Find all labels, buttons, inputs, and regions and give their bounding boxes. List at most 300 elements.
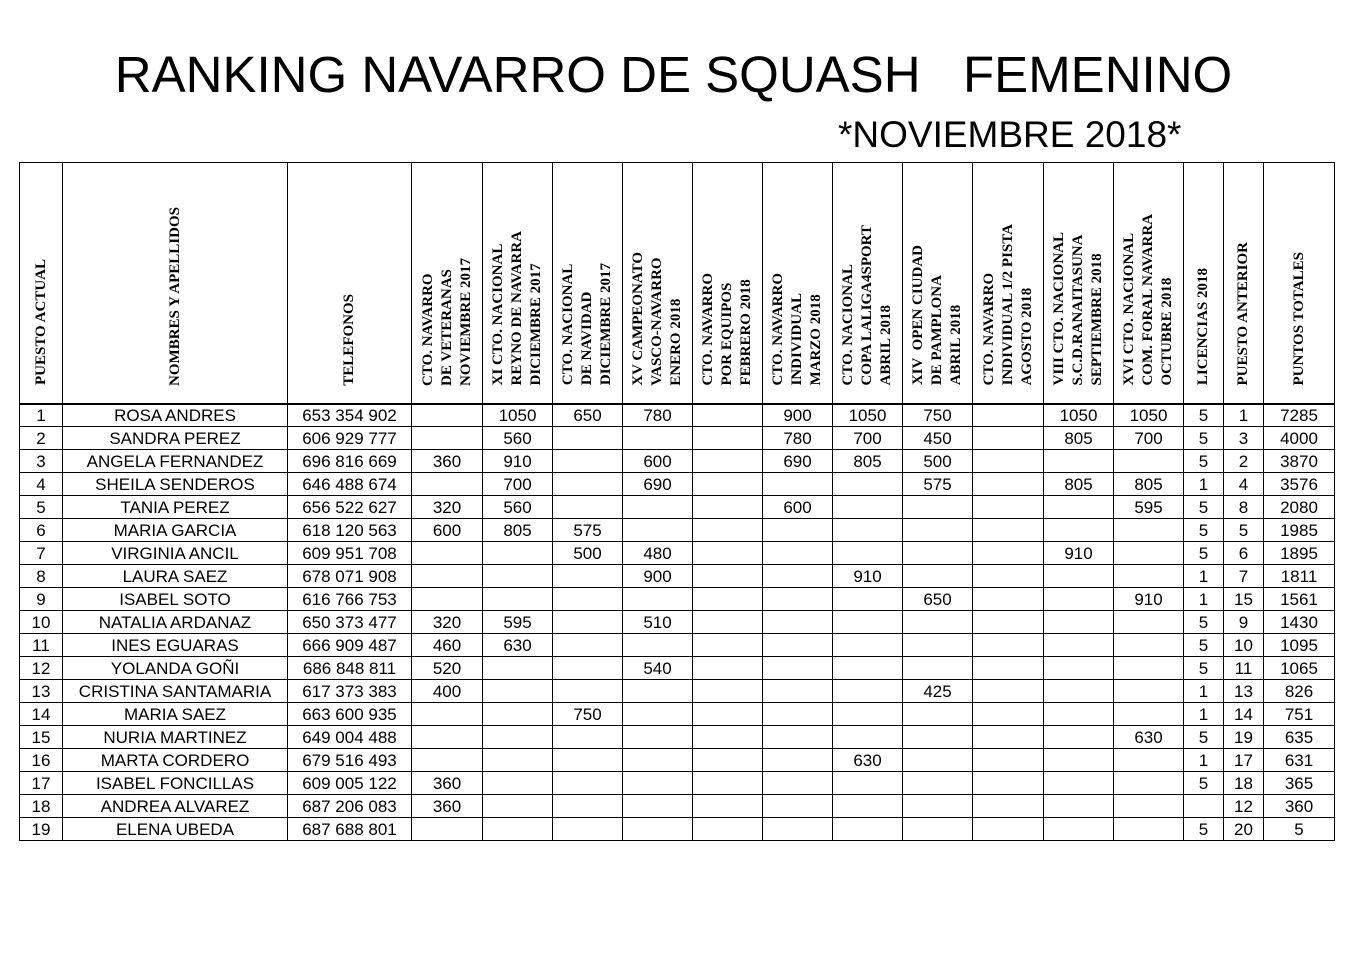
- cell-cto-nacional-navidad: [553, 450, 623, 473]
- cell-telefono: 646 488 674: [288, 473, 412, 496]
- cell-licencias: 5: [1184, 496, 1224, 519]
- cell-cto-nacional-com-foral: [1114, 611, 1184, 634]
- column-header-label: CTO. NAVARRO POR EQUIPOS FEBRERO 2018: [700, 272, 754, 386]
- cell-open-ciudad-pamplona: [903, 703, 973, 726]
- cell-cto-navarro-equipos: [693, 703, 763, 726]
- cell-puesto-actual: 3: [20, 450, 63, 473]
- cell-cto-nacional-navidad: [553, 588, 623, 611]
- cell-open-ciudad-pamplona: [903, 565, 973, 588]
- cell-cto-nacional-navidad: [553, 749, 623, 772]
- cell-campeonato-vasco-navarro: 900: [623, 565, 693, 588]
- cell-cto-navarro-veteranas: 400: [412, 680, 483, 703]
- column-header-label: PUNTOS TOTALES: [1290, 251, 1307, 386]
- table-row: [20, 427, 1335, 450]
- cell-nombre: INES EGUARAS: [63, 634, 288, 657]
- cell-cto-nacional-ranaitasuna: [1044, 818, 1114, 841]
- cell-cto-nacional-reyno-navarra: [483, 657, 553, 680]
- cell-nombre: ISABEL SOTO: [63, 588, 288, 611]
- cell-puesto-actual: 13: [20, 680, 63, 703]
- cell-cto-navarro-veteranas: 360: [412, 450, 483, 473]
- cell-puesto-anterior: 2: [1224, 450, 1264, 473]
- cell-cto-nacional-copa-laliga4sport: 805: [833, 450, 903, 473]
- cell-licencias: 1: [1184, 680, 1224, 703]
- cell-puesto-actual: 5: [20, 496, 63, 519]
- cell-cto-nacional-com-foral: [1114, 634, 1184, 657]
- cell-cto-nacional-ranaitasuna: [1044, 588, 1114, 611]
- cell-cto-nacional-com-foral: 805: [1114, 473, 1184, 496]
- cell-cto-nacional-com-foral: [1114, 680, 1184, 703]
- cell-open-ciudad-pamplona: 575: [903, 473, 973, 496]
- column-header-label: CTO. NACIONAL DE NAVIDAD DICIEMBRE 2017: [560, 263, 614, 386]
- cell-cto-nacional-ranaitasuna: [1044, 496, 1114, 519]
- cell-campeonato-vasco-navarro: [623, 749, 693, 772]
- column-header-label: LICENCIAS 2018: [1195, 268, 1211, 386]
- cell-cto-navarro-veteranas: [412, 404, 483, 427]
- column-header-open-ciudad-pamplona: [903, 163, 973, 404]
- cell-nombre: ANGELA FERNANDEZ: [63, 450, 288, 473]
- cell-cto-navarro-individual: 600: [763, 496, 833, 519]
- cell-nombre: SHEILA SENDEROS: [63, 473, 288, 496]
- cell-open-ciudad-pamplona: [903, 542, 973, 565]
- cell-cto-nacional-ranaitasuna: [1044, 703, 1114, 726]
- cell-licencias: 5: [1184, 726, 1224, 749]
- cell-puntos-totales: 3870: [1264, 450, 1335, 473]
- cell-licencias: 5: [1184, 404, 1224, 427]
- cell-cto-nacional-navidad: [553, 657, 623, 680]
- cell-puesto-actual: 9: [20, 588, 63, 611]
- cell-cto-navarro-media-pista: [973, 427, 1044, 450]
- cell-cto-nacional-com-foral: [1114, 657, 1184, 680]
- cell-cto-navarro-veteranas: 460: [412, 634, 483, 657]
- cell-cto-nacional-com-foral: 1050: [1114, 404, 1184, 427]
- cell-cto-nacional-ranaitasuna: 805: [1044, 427, 1114, 450]
- cell-cto-nacional-navidad: 575: [553, 519, 623, 542]
- cell-cto-nacional-navidad: [553, 680, 623, 703]
- cell-cto-nacional-reyno-navarra: 595: [483, 611, 553, 634]
- table-row: [20, 726, 1335, 749]
- cell-cto-nacional-navidad: [553, 795, 623, 818]
- cell-puesto-actual: 12: [20, 657, 63, 680]
- cell-cto-navarro-veteranas: 360: [412, 795, 483, 818]
- header-row: [20, 163, 1335, 404]
- cell-puesto-actual: 10: [20, 611, 63, 634]
- table-row: [20, 795, 1335, 818]
- cell-cto-nacional-ranaitasuna: [1044, 657, 1114, 680]
- cell-campeonato-vasco-navarro: [623, 427, 693, 450]
- cell-cto-nacional-reyno-navarra: 560: [483, 427, 553, 450]
- cell-cto-nacional-ranaitasuna: [1044, 450, 1114, 473]
- cell-cto-nacional-navidad: 500: [553, 542, 623, 565]
- table-body: [20, 404, 1335, 841]
- cell-cto-nacional-ranaitasuna: [1044, 749, 1114, 772]
- cell-cto-navarro-equipos: [693, 680, 763, 703]
- cell-cto-nacional-com-foral: [1114, 795, 1184, 818]
- table-header: [20, 163, 1335, 404]
- cell-cto-navarro-media-pista: [973, 450, 1044, 473]
- cell-cto-nacional-com-foral: [1114, 565, 1184, 588]
- cell-cto-navarro-individual: [763, 818, 833, 841]
- cell-nombre: MARIA GARCIA: [63, 519, 288, 542]
- column-header-label: VIII CTO. NACIONAL S.C.D.RANAITASUNA SEPTIEMBRE 2018: [1051, 231, 1105, 386]
- cell-open-ciudad-pamplona: 500: [903, 450, 973, 473]
- table-row: [20, 657, 1335, 680]
- cell-cto-nacional-copa-laliga4sport: [833, 473, 903, 496]
- cell-cto-nacional-reyno-navarra: [483, 680, 553, 703]
- table-row: [20, 749, 1335, 772]
- table-row: [20, 450, 1335, 473]
- cell-telefono: 656 522 627: [288, 496, 412, 519]
- cell-campeonato-vasco-navarro: 690: [623, 473, 693, 496]
- document-title: RANKING NAVARRO DE SQUASH FEMENINO: [114, 46, 1233, 103]
- cell-campeonato-vasco-navarro: [623, 726, 693, 749]
- cell-nombre: ANDREA ALVAREZ: [63, 795, 288, 818]
- cell-puesto-anterior: 5: [1224, 519, 1264, 542]
- cell-cto-navarro-media-pista: [973, 496, 1044, 519]
- cell-open-ciudad-pamplona: [903, 519, 973, 542]
- table-row: [20, 588, 1335, 611]
- cell-nombre: VIRGINIA ANCIL: [63, 542, 288, 565]
- column-header-label: CTO. NAVARRO INDIVIDUAL 1/2 PISTA AGOSTO 2018: [980, 224, 1035, 386]
- cell-cto-navarro-individual: [763, 703, 833, 726]
- cell-cto-nacional-ranaitasuna: [1044, 611, 1114, 634]
- cell-cto-nacional-copa-laliga4sport: [833, 795, 903, 818]
- cell-telefono: 650 373 477: [288, 611, 412, 634]
- cell-open-ciudad-pamplona: 425: [903, 680, 973, 703]
- cell-puesto-actual: 2: [20, 427, 63, 450]
- cell-campeonato-vasco-navarro: 480: [623, 542, 693, 565]
- cell-licencias: 1: [1184, 565, 1224, 588]
- cell-puesto-actual: 1: [20, 404, 63, 427]
- cell-cto-navarro-equipos: [693, 542, 763, 565]
- cell-cto-navarro-veteranas: [412, 473, 483, 496]
- cell-cto-navarro-veteranas: [412, 542, 483, 565]
- cell-cto-navarro-veteranas: [412, 726, 483, 749]
- cell-cto-navarro-equipos: [693, 473, 763, 496]
- cell-cto-nacional-com-foral: [1114, 703, 1184, 726]
- cell-campeonato-vasco-navarro: [623, 680, 693, 703]
- cell-cto-navarro-individual: [763, 565, 833, 588]
- cell-cto-nacional-ranaitasuna: [1044, 634, 1114, 657]
- cell-cto-navarro-equipos: [693, 496, 763, 519]
- cell-cto-nacional-ranaitasuna: [1044, 726, 1114, 749]
- cell-puntos-totales: 2080: [1264, 496, 1335, 519]
- cell-cto-navarro-equipos: [693, 726, 763, 749]
- cell-telefono: 679 516 493: [288, 749, 412, 772]
- cell-puesto-actual: 11: [20, 634, 63, 657]
- cell-nombre: SANDRA PEREZ: [63, 427, 288, 450]
- cell-nombre: YOLANDA GOÑI: [63, 657, 288, 680]
- cell-puntos-totales: 3576: [1264, 473, 1335, 496]
- cell-licencias: 1: [1184, 749, 1224, 772]
- cell-nombre: LAURA SAEZ: [63, 565, 288, 588]
- cell-cto-nacional-reyno-navarra: [483, 588, 553, 611]
- cell-cto-nacional-reyno-navarra: [483, 542, 553, 565]
- cell-cto-navarro-individual: [763, 772, 833, 795]
- cell-cto-nacional-navidad: [553, 565, 623, 588]
- cell-campeonato-vasco-navarro: 780: [623, 404, 693, 427]
- cell-telefono: 696 816 669: [288, 450, 412, 473]
- cell-nombre: ELENA UBEDA: [63, 818, 288, 841]
- cell-puesto-anterior: 4: [1224, 473, 1264, 496]
- column-header-nombre: [63, 163, 288, 404]
- cell-cto-navarro-media-pista: [973, 404, 1044, 427]
- cell-cto-nacional-com-foral: 630: [1114, 726, 1184, 749]
- cell-puesto-actual: 8: [20, 565, 63, 588]
- cell-campeonato-vasco-navarro: [623, 795, 693, 818]
- cell-cto-navarro-individual: [763, 473, 833, 496]
- cell-cto-nacional-copa-laliga4sport: [833, 703, 903, 726]
- cell-cto-nacional-ranaitasuna: [1044, 795, 1114, 818]
- cell-puesto-actual: 15: [20, 726, 63, 749]
- cell-telefono: 666 909 487: [288, 634, 412, 657]
- column-header-puesto-actual: [20, 163, 63, 404]
- cell-cto-navarro-individual: [763, 795, 833, 818]
- cell-puesto-anterior: 18: [1224, 772, 1264, 795]
- column-header-cto-nacional-reyno-navarra: [483, 163, 553, 404]
- cell-licencias: 1: [1184, 473, 1224, 496]
- cell-open-ciudad-pamplona: 750: [903, 404, 973, 427]
- cell-cto-nacional-reyno-navarra: 1050: [483, 404, 553, 427]
- cell-open-ciudad-pamplona: [903, 657, 973, 680]
- column-header-cto-nacional-com-foral: [1114, 163, 1184, 404]
- cell-puesto-anterior: 19: [1224, 726, 1264, 749]
- cell-cto-nacional-navidad: [553, 726, 623, 749]
- cell-licencias: 5: [1184, 611, 1224, 634]
- cell-nombre: ROSA ANDRES: [63, 404, 288, 427]
- cell-cto-nacional-copa-laliga4sport: [833, 588, 903, 611]
- table-row: [20, 680, 1335, 703]
- cell-licencias: 5: [1184, 519, 1224, 542]
- cell-licencias: 5: [1184, 634, 1224, 657]
- column-header-label: CTO. NACIONAL COPA LALIGA4SPORT ABRIL 2018: [840, 225, 894, 386]
- cell-cto-navarro-media-pista: [973, 611, 1044, 634]
- cell-cto-nacional-navidad: [553, 611, 623, 634]
- cell-open-ciudad-pamplona: [903, 634, 973, 657]
- cell-campeonato-vasco-navarro: [623, 772, 693, 795]
- cell-cto-navarro-individual: [763, 634, 833, 657]
- cell-cto-nacional-ranaitasuna: 805: [1044, 473, 1114, 496]
- column-header-label: NOMBRES Y APELLIDOS: [166, 206, 183, 386]
- cell-puntos-totales: 1811: [1264, 565, 1335, 588]
- cell-puesto-actual: 18: [20, 795, 63, 818]
- cell-puesto-actual: 4: [20, 473, 63, 496]
- cell-puntos-totales: 1895: [1264, 542, 1335, 565]
- cell-telefono: 687 688 801: [288, 818, 412, 841]
- cell-cto-nacional-navidad: [553, 772, 623, 795]
- cell-cto-nacional-com-foral: 700: [1114, 427, 1184, 450]
- cell-nombre: NURIA MARTINEZ: [63, 726, 288, 749]
- cell-cto-nacional-copa-laliga4sport: 630: [833, 749, 903, 772]
- cell-open-ciudad-pamplona: 650: [903, 588, 973, 611]
- cell-telefono: 617 373 383: [288, 680, 412, 703]
- column-header-cto-navarro-individual: [763, 163, 833, 404]
- cell-cto-navarro-veteranas: [412, 749, 483, 772]
- cell-telefono: 687 206 083: [288, 795, 412, 818]
- cell-puntos-totales: 7285: [1264, 404, 1335, 427]
- cell-cto-nacional-copa-laliga4sport: [833, 519, 903, 542]
- column-header-cto-navarro-equipos: [693, 163, 763, 404]
- cell-campeonato-vasco-navarro: [623, 588, 693, 611]
- cell-cto-nacional-ranaitasuna: [1044, 680, 1114, 703]
- cell-cto-nacional-copa-laliga4sport: [833, 657, 903, 680]
- cell-cto-navarro-individual: [763, 611, 833, 634]
- column-header-label: XIV OPEN CIUDAD DE PAMPLONA ABRIL 2018: [910, 245, 964, 386]
- column-header-telefono: [288, 163, 412, 404]
- table-row: [20, 565, 1335, 588]
- cell-cto-nacional-com-foral: [1114, 749, 1184, 772]
- cell-nombre: MARTA CORDERO: [63, 749, 288, 772]
- cell-puesto-anterior: 8: [1224, 496, 1264, 519]
- table-row: [20, 473, 1335, 496]
- cell-telefono: 606 929 777: [288, 427, 412, 450]
- cell-nombre: CRISTINA SANTAMARIA: [63, 680, 288, 703]
- cell-cto-navarro-veteranas: 520: [412, 657, 483, 680]
- cell-puesto-anterior: 9: [1224, 611, 1264, 634]
- table-row: [20, 634, 1335, 657]
- column-header-label: CTO. NAVARRO DE VETERANAS NOVIEMBRE 2017: [419, 257, 474, 386]
- cell-cto-nacional-navidad: [553, 427, 623, 450]
- cell-puesto-anterior: 20: [1224, 818, 1264, 841]
- cell-campeonato-vasco-navarro: 540: [623, 657, 693, 680]
- cell-licencias: 5: [1184, 427, 1224, 450]
- cell-puesto-anterior: 15: [1224, 588, 1264, 611]
- cell-cto-navarro-media-pista: [973, 588, 1044, 611]
- cell-cto-nacional-navidad: [553, 818, 623, 841]
- cell-cto-nacional-reyno-navarra: [483, 749, 553, 772]
- cell-cto-navarro-media-pista: [973, 657, 1044, 680]
- column-header-cto-nacional-ranaitasuna: [1044, 163, 1114, 404]
- cell-cto-navarro-media-pista: [973, 634, 1044, 657]
- cell-puntos-totales: 360: [1264, 795, 1335, 818]
- cell-cto-navarro-individual: [763, 749, 833, 772]
- cell-puntos-totales: 1430: [1264, 611, 1335, 634]
- cell-licencias: [1184, 795, 1224, 818]
- cell-cto-nacional-reyno-navarra: 700: [483, 473, 553, 496]
- table-row: [20, 496, 1335, 519]
- cell-cto-navarro-media-pista: [973, 703, 1044, 726]
- column-header-campeonato-vasco-navarro: [623, 163, 693, 404]
- cell-cto-navarro-media-pista: [973, 680, 1044, 703]
- cell-cto-navarro-veteranas: [412, 818, 483, 841]
- column-header-label: XVI CTO. NACIONAL COM. FORAL NAVARRA OCTUBRE 2018: [1121, 213, 1175, 386]
- cell-cto-nacional-com-foral: [1114, 519, 1184, 542]
- cell-telefono: 649 004 488: [288, 726, 412, 749]
- cell-nombre: MARIA SAEZ: [63, 703, 288, 726]
- column-header-cto-navarro-media-pista: [973, 163, 1044, 404]
- cell-cto-navarro-equipos: [693, 749, 763, 772]
- cell-cto-nacional-navidad: 650: [553, 404, 623, 427]
- cell-licencias: 5: [1184, 657, 1224, 680]
- cell-cto-nacional-reyno-navarra: 630: [483, 634, 553, 657]
- table-row: [20, 772, 1335, 795]
- cell-telefono: 618 120 563: [288, 519, 412, 542]
- cell-puesto-anterior: 7: [1224, 565, 1264, 588]
- cell-campeonato-vasco-navarro: [623, 634, 693, 657]
- cell-puesto-actual: 17: [20, 772, 63, 795]
- cell-open-ciudad-pamplona: [903, 496, 973, 519]
- cell-campeonato-vasco-navarro: [623, 519, 693, 542]
- cell-cto-navarro-veteranas: [412, 565, 483, 588]
- column-header-label: PUESTO ANTERIOR: [1235, 241, 1251, 386]
- cell-cto-nacional-com-foral: [1114, 450, 1184, 473]
- cell-cto-nacional-com-foral: [1114, 772, 1184, 795]
- cell-puntos-totales: 635: [1264, 726, 1335, 749]
- cell-puntos-totales: 631: [1264, 749, 1335, 772]
- cell-cto-nacional-copa-laliga4sport: [833, 496, 903, 519]
- column-header-label: CTO. NAVARRO INDIVIDUAL MARZO 2018: [770, 272, 824, 386]
- cell-cto-navarro-veteranas: [412, 427, 483, 450]
- cell-cto-navarro-media-pista: [973, 726, 1044, 749]
- cell-cto-nacional-copa-laliga4sport: [833, 634, 903, 657]
- cell-cto-navarro-media-pista: [973, 749, 1044, 772]
- cell-licencias: 5: [1184, 542, 1224, 565]
- cell-puesto-anterior: 11: [1224, 657, 1264, 680]
- cell-cto-navarro-veteranas: 320: [412, 611, 483, 634]
- ranking-table: [19, 162, 1335, 841]
- cell-puntos-totales: 826: [1264, 680, 1335, 703]
- column-header-licencias: [1184, 163, 1224, 404]
- cell-cto-nacional-copa-laliga4sport: [833, 818, 903, 841]
- cell-puesto-anterior: 1: [1224, 404, 1264, 427]
- cell-campeonato-vasco-navarro: [623, 496, 693, 519]
- cell-campeonato-vasco-navarro: 600: [623, 450, 693, 473]
- cell-cto-nacional-copa-laliga4sport: 700: [833, 427, 903, 450]
- column-header-cto-nacional-copa-laliga4sport: [833, 163, 903, 404]
- cell-cto-nacional-copa-laliga4sport: [833, 772, 903, 795]
- cell-telefono: 663 600 935: [288, 703, 412, 726]
- cell-puesto-anterior: 13: [1224, 680, 1264, 703]
- cell-cto-nacional-copa-laliga4sport: [833, 726, 903, 749]
- cell-cto-navarro-media-pista: [973, 542, 1044, 565]
- cell-cto-nacional-com-foral: 910: [1114, 588, 1184, 611]
- cell-licencias: 5: [1184, 818, 1224, 841]
- cell-puesto-anterior: 14: [1224, 703, 1264, 726]
- cell-puntos-totales: 1561: [1264, 588, 1335, 611]
- cell-cto-nacional-navidad: [553, 473, 623, 496]
- cell-puntos-totales: 5: [1264, 818, 1335, 841]
- cell-puesto-actual: 7: [20, 542, 63, 565]
- cell-cto-navarro-equipos: [693, 404, 763, 427]
- cell-cto-navarro-equipos: [693, 450, 763, 473]
- column-header-label: XI CTO. NACIONAL REYNO DE NAVARRA DICIEMBRE 2017: [490, 231, 544, 386]
- cell-telefono: 609 005 122: [288, 772, 412, 795]
- table-row: [20, 519, 1335, 542]
- table-row: [20, 818, 1335, 841]
- cell-cto-navarro-equipos: [693, 565, 763, 588]
- cell-cto-navarro-individual: [763, 680, 833, 703]
- cell-nombre: NATALIA ARDANAZ: [63, 611, 288, 634]
- cell-cto-nacional-navidad: [553, 634, 623, 657]
- cell-puesto-anterior: 17: [1224, 749, 1264, 772]
- cell-puesto-anterior: 10: [1224, 634, 1264, 657]
- cell-cto-navarro-equipos: [693, 657, 763, 680]
- cell-puesto-actual: 14: [20, 703, 63, 726]
- cell-cto-navarro-individual: [763, 588, 833, 611]
- column-header-cto-navarro-veteranas: [412, 163, 483, 404]
- cell-cto-navarro-equipos: [693, 818, 763, 841]
- cell-cto-nacional-reyno-navarra: [483, 565, 553, 588]
- cell-cto-navarro-veteranas: 360: [412, 772, 483, 795]
- cell-cto-nacional-com-foral: [1114, 542, 1184, 565]
- document-subtitle: *NOVIEMBRE 2018*: [838, 114, 1182, 155]
- cell-cto-nacional-reyno-navarra: [483, 772, 553, 795]
- cell-cto-navarro-equipos: [693, 795, 763, 818]
- cell-cto-navarro-individual: 690: [763, 450, 833, 473]
- cell-cto-navarro-equipos: [693, 611, 763, 634]
- cell-cto-navarro-veteranas: 320: [412, 496, 483, 519]
- cell-cto-navarro-media-pista: [973, 519, 1044, 542]
- cell-puntos-totales: 365: [1264, 772, 1335, 795]
